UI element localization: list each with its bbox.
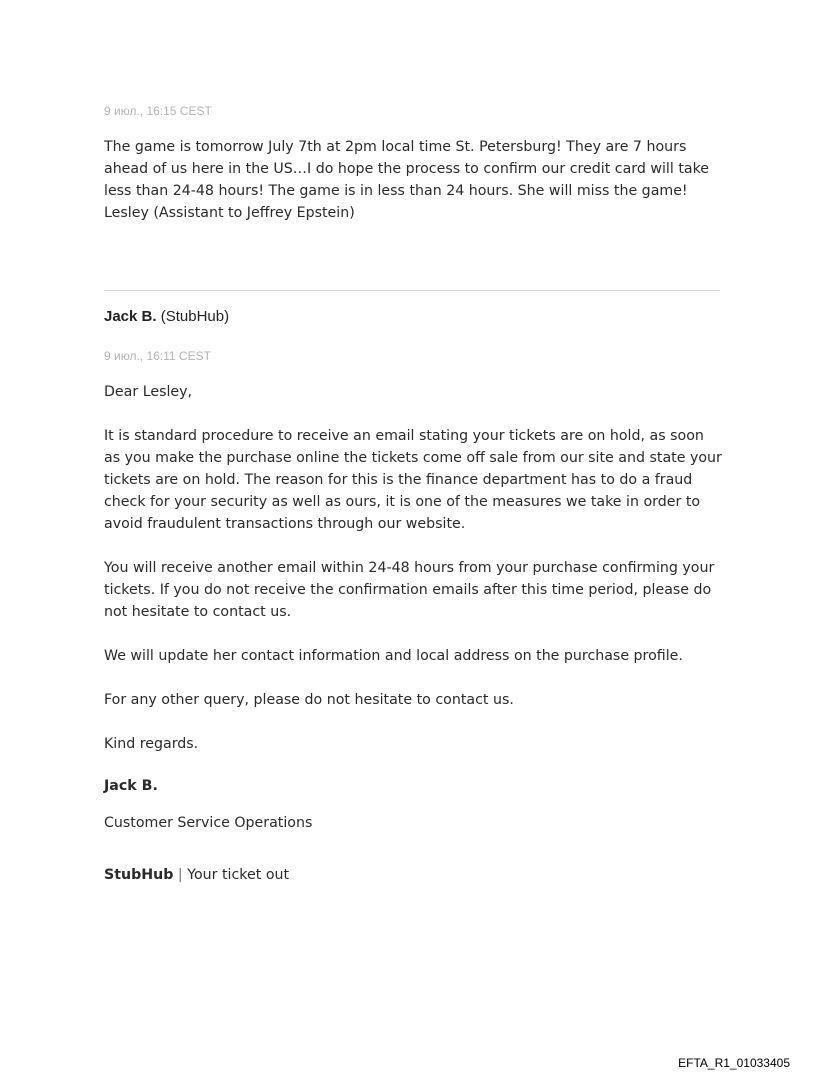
sender-name: Jack B. [104, 308, 157, 325]
message-body [104, 381, 724, 777]
message-timestamp: 9 июл., 16:15 CEST [104, 104, 212, 118]
paragraph: It is standard procedure to receive an email stating your tickets are on hold, as soon as you make the purchase online the tickets come off sale from our site and state your tickets are on hold. The reason for this is the finance department has to do a fraud check for your security as well as ours, it is one of the measures we take in order to avoid fraudulent transactions through our website. [104, 428, 722, 532]
message-body: The game is tomorrow July 7th at 2pm local time St. Petersburg! They are 7 hours ahead of us here in the US…I do hope the process to confirm our credit card will take less than 24-48 hours! The game is in less than 24 hours. She will miss the game! Lesley (Assistant to Jeffrey Epstein) [104, 139, 710, 221]
document-id: EFTA_R1_01033405 [678, 1056, 790, 1070]
signature-name: Jack B. [104, 778, 158, 794]
paragraph: We will update her contact information and local address on the purchase profile. [104, 648, 683, 664]
brand-tagline: Your ticket out [187, 867, 290, 883]
sender-organization: (StubHub) [160, 308, 230, 325]
signature-brand [104, 867, 289, 883]
message-timestamp: 9 июл., 16:11 CEST [104, 349, 211, 363]
sender [104, 308, 229, 325]
paragraph: You will receive another email within 24-48 hours from your purchase confirming your tickets. If you do not receive the confirmation emails after this time period, please do not hesitate to contact us. [104, 560, 715, 620]
message-divider [104, 290, 720, 291]
brand-name: StubHub [104, 867, 174, 883]
brand-separator: | [177, 867, 183, 883]
paragraph: For any other query, please do not hesitate to contact us. [104, 692, 514, 708]
signature-title: Customer Service Operations [104, 815, 313, 831]
greeting: Dear Lesley, [104, 384, 193, 400]
closing: Kind regards. [104, 736, 199, 752]
